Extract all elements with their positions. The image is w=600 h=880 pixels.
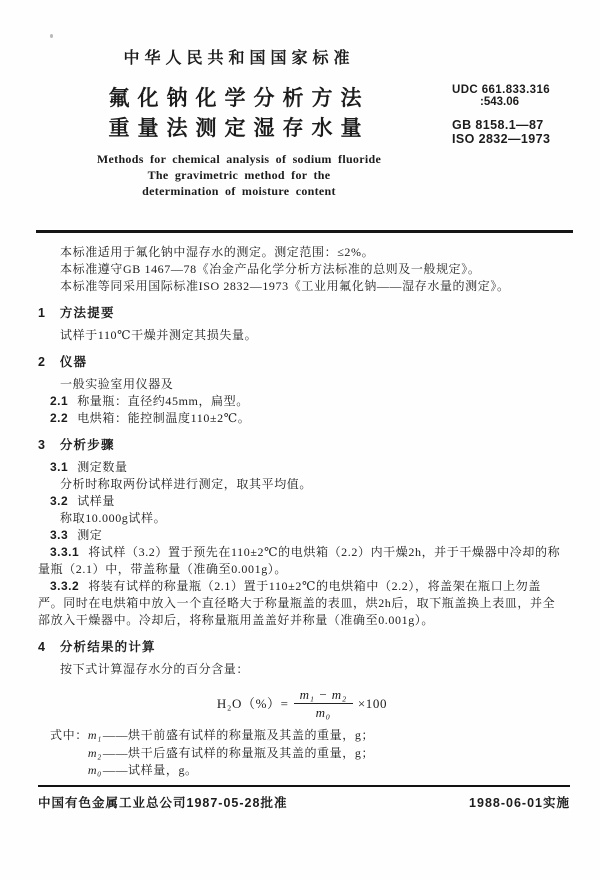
iso-standard-number: ISO 2832—1973 bbox=[452, 132, 551, 146]
section-1-heading: 1 方法提要 bbox=[38, 306, 115, 320]
moisture-formula bbox=[38, 687, 566, 720]
document-title-cn-line1: 氟化钠化学分析方法 bbox=[108, 87, 370, 110]
variable-symbol: m₁ bbox=[87, 728, 102, 742]
gb-standard-number: GB 8158.1—87 bbox=[452, 118, 544, 132]
clause-number: 3.3 bbox=[50, 528, 69, 542]
formula-rhs: ×100 bbox=[357, 696, 388, 711]
section-3-subclause bbox=[38, 578, 566, 629]
approval-statement: 中国有色金属工业总公司1987-05-28批准 bbox=[38, 796, 288, 810]
formula-lhs: H₂O（%）= bbox=[216, 696, 289, 711]
header-divider-rule bbox=[36, 230, 573, 233]
formula-numerator: m₁ − m₂ bbox=[294, 687, 353, 704]
document-header bbox=[0, 0, 478, 199]
clause-text: 将试样（3.2）置于预先在110±2℃的电烘箱（2.2）内干燥2h，并于干燥器中冷却的称量瓶（2.1）中，带盖称量（准确至0.001g）。 bbox=[38, 545, 561, 576]
formula-denominator: m₀ bbox=[315, 705, 331, 720]
footer-divider-rule bbox=[38, 785, 570, 787]
clause-title: 试样量 bbox=[77, 494, 115, 508]
standard-org-title: 中华人民共和国国家标准 bbox=[123, 50, 355, 67]
section-4-intro: 按下式计算湿存水分的百分含量： bbox=[60, 662, 250, 676]
document-title-en-line1: Methods for chemical analysis of sodium fluoride bbox=[96, 152, 382, 166]
clause-body: 分析时称取两份试样进行测定，取其平均值。 bbox=[60, 477, 313, 491]
document-body bbox=[38, 244, 566, 780]
formula-definitions bbox=[38, 727, 566, 780]
document-title-en-line2: The gravimetric method for the bbox=[147, 168, 331, 182]
clause-text: 称量瓶：直径约45mm，扁型。 bbox=[77, 394, 249, 408]
clause-number: 3.1 bbox=[50, 460, 69, 474]
clause-number: 3.3.1 bbox=[50, 545, 80, 559]
definition-item bbox=[88, 762, 374, 780]
clause-body: 称取10.000g试样。 bbox=[60, 511, 167, 525]
variable-symbol: m₀ bbox=[87, 763, 102, 777]
definition-item bbox=[88, 745, 374, 763]
standard-numbers bbox=[452, 118, 600, 146]
clause-title: 测定数量 bbox=[77, 460, 128, 474]
clause-number: 2.1 bbox=[50, 394, 69, 408]
clause-number: 2.2 bbox=[50, 411, 69, 425]
section-2-item bbox=[38, 393, 566, 410]
document-title-en-line3: determination of moisture content bbox=[142, 184, 336, 198]
section-3-item bbox=[38, 459, 566, 476]
iso-equivalence-paragraph: 本标准等同采用国际标准ISO 2832—1973《工业用氟化钠——湿存水量的测定》。 bbox=[60, 279, 510, 293]
section-3-item bbox=[38, 493, 566, 510]
definition-list bbox=[88, 727, 374, 780]
section-4-heading: 4 分析结果的计算 bbox=[38, 640, 156, 654]
variable-symbol: m₂ bbox=[87, 745, 102, 760]
clause-number: 3.3.2 bbox=[50, 579, 80, 593]
udc-number-line2: :543.06 bbox=[480, 96, 520, 108]
formula-fraction bbox=[294, 687, 353, 720]
clause-number: 3.2 bbox=[50, 494, 69, 508]
compliance-paragraph: 本标准遵守GB 1467—78《冶金产品化学分析方法标准的总则及一般规定》。 bbox=[60, 262, 481, 276]
document-title-en bbox=[0, 151, 478, 199]
section-2-intro: 一般实验室用仪器及 bbox=[60, 377, 174, 391]
clause-text: 将装有试样的称量瓶（2.1）置于110±2℃的电烘箱中（2.2），将盖架在瓶口上勿盖严。同时在电烘箱中放入一个直径略大于称量瓶盖的表皿，烘2h后，取下瓶盖换上表皿，并全部放入干燥器中。冷却后，将称量瓶用盖盖好并称量（准确至0.001g）。 bbox=[38, 579, 556, 627]
where-label: 式中： bbox=[50, 728, 88, 742]
definition-text: ——试样量，g。 bbox=[102, 763, 198, 777]
section-2-heading: 2 仪器 bbox=[38, 355, 88, 369]
clause-text: 电烘箱：能控制温度110±2℃。 bbox=[77, 411, 251, 425]
clause-title: 测定 bbox=[77, 528, 103, 542]
section-2-item bbox=[38, 410, 566, 427]
section-1-body: 试样于110℃干燥并测定其损失量。 bbox=[60, 328, 258, 342]
definition-text: ——烘干前盛有试样的称量瓶及其盖的重量，g； bbox=[102, 728, 375, 742]
implementation-date: 1988-06-01实施 bbox=[469, 796, 570, 810]
section-3-subclause bbox=[38, 544, 566, 578]
document-title-cn-line2: 重量法测定湿存水量 bbox=[108, 117, 370, 140]
scope-paragraph: 本标准适用于氟化钠中湿存水的测定。测定范围：≤2%。 bbox=[60, 245, 375, 259]
definition-item bbox=[88, 727, 374, 745]
udc-number-line1: UDC 661.833.316 bbox=[452, 84, 551, 96]
section-3-item bbox=[38, 527, 566, 544]
section-3-heading: 3 分析步骤 bbox=[38, 438, 115, 452]
definition-text: ——烘干后盛有试样的称量瓶及其盖的重量，g； bbox=[102, 745, 375, 760]
document-footer bbox=[38, 793, 570, 811]
standard-codes-block bbox=[452, 84, 600, 146]
